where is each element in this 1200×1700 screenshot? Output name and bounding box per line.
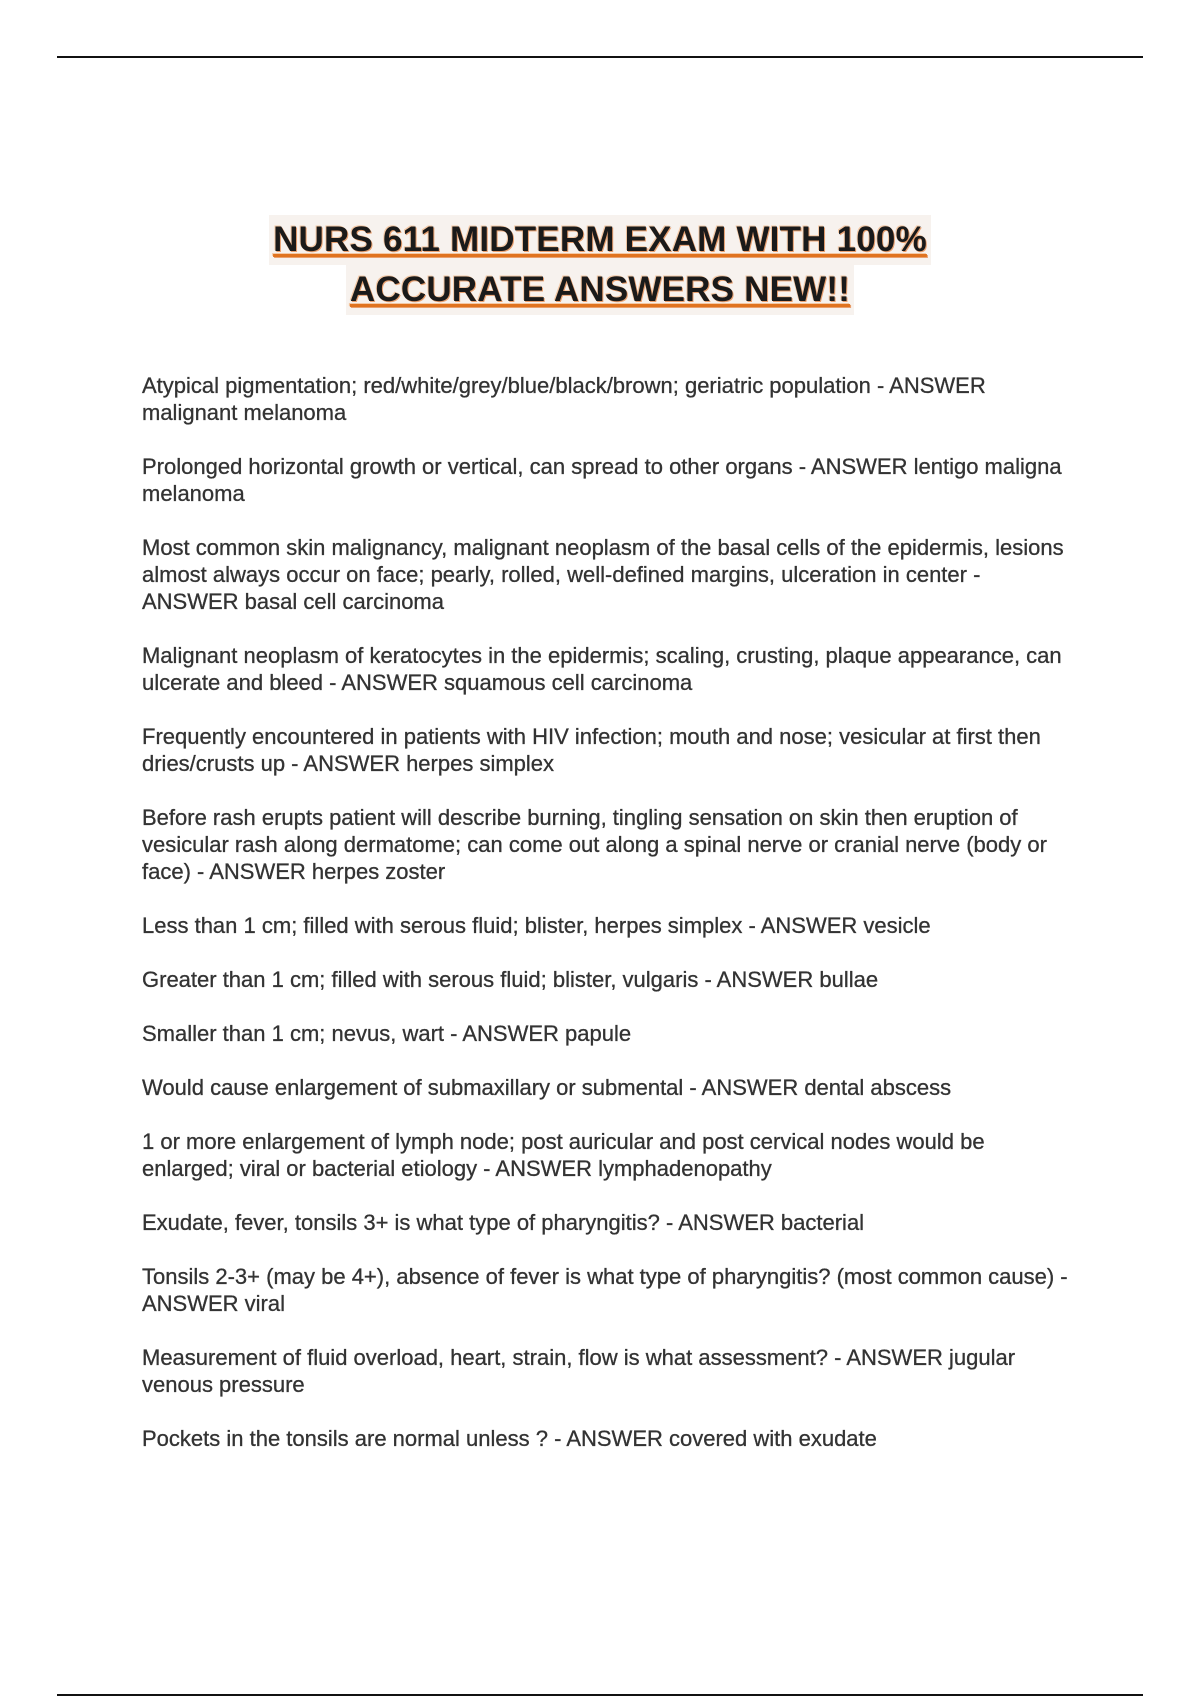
qa-item: Smaller than 1 cm; nevus, wart - ANSWER papule (142, 1021, 632, 1046)
question-answer-list (142, 372, 1072, 1479)
qa-item: Tonsils 2-3+ (may be 4+), absence of fever is what type of pharyngitis? (most common cause) - ANSWER viral (142, 1264, 1068, 1316)
qa-item: Malignant neoplasm of keratocytes in the epidermis; scaling, crusting, plaque appearance, can ulcerate and bleed - ANSWER squamous cell carcinoma (142, 643, 1062, 695)
document-title (0, 215, 1200, 315)
qa-item: Before rash erupts patient will describe burning, tingling sensation on skin then eruption of vesicular rash along dermatome; can come out along a spinal nerve or cranial nerve (body or face) - ANSWER herpes zoster (142, 805, 1047, 884)
qa-item: Frequently encountered in patients with HIV infection; mouth and nose; vesicular at first then dries/crusts up - ANSWER herpes simplex (142, 724, 1041, 776)
bottom-divider (57, 1694, 1143, 1696)
qa-item: Most common skin malignancy, malignant neoplasm of the basal cells of the epidermis, lesions almost always occur on face; pearly, rolled, well-defined margins, ulceration in center - ANSWER basal cell carcinoma (142, 535, 1064, 614)
qa-item: Measurement of fluid overload, heart, strain, flow is what assessment? - ANSWER jugular venous pressure (142, 1345, 1016, 1397)
qa-item: Pockets in the tonsils are normal unless ? - ANSWER covered with exudate (142, 1426, 877, 1451)
top-divider (57, 56, 1143, 58)
title-line-2: ACCURATE ANSWERS NEW!! (346, 265, 854, 315)
qa-item: Exudate, fever, tonsils 3+ is what type of pharyngitis? - ANSWER bacterial (142, 1210, 865, 1235)
qa-item: Greater than 1 cm; filled with serous fluid; blister, vulgaris - ANSWER bullae (142, 967, 879, 992)
title-line-1: NURS 611 MIDTERM EXAM WITH 100% (269, 215, 931, 265)
qa-item: 1 or more enlargement of lymph node; post auricular and post cervical nodes would be enlarged; viral or bacterial etiology - ANSWER lymphadenopathy (142, 1129, 985, 1181)
qa-item: Prolonged horizontal growth or vertical, can spread to other organs - ANSWER lentigo maligna melanoma (142, 454, 1062, 506)
qa-item: Less than 1 cm; filled with serous fluid; blister, herpes simplex - ANSWER vesicle (142, 913, 931, 938)
qa-item: Would cause enlargement of submaxillary or submental - ANSWER dental abscess (142, 1075, 952, 1100)
qa-item: Atypical pigmentation; red/white/grey/blue/black/brown; geriatric population - ANSWER malignant melanoma (142, 373, 986, 425)
